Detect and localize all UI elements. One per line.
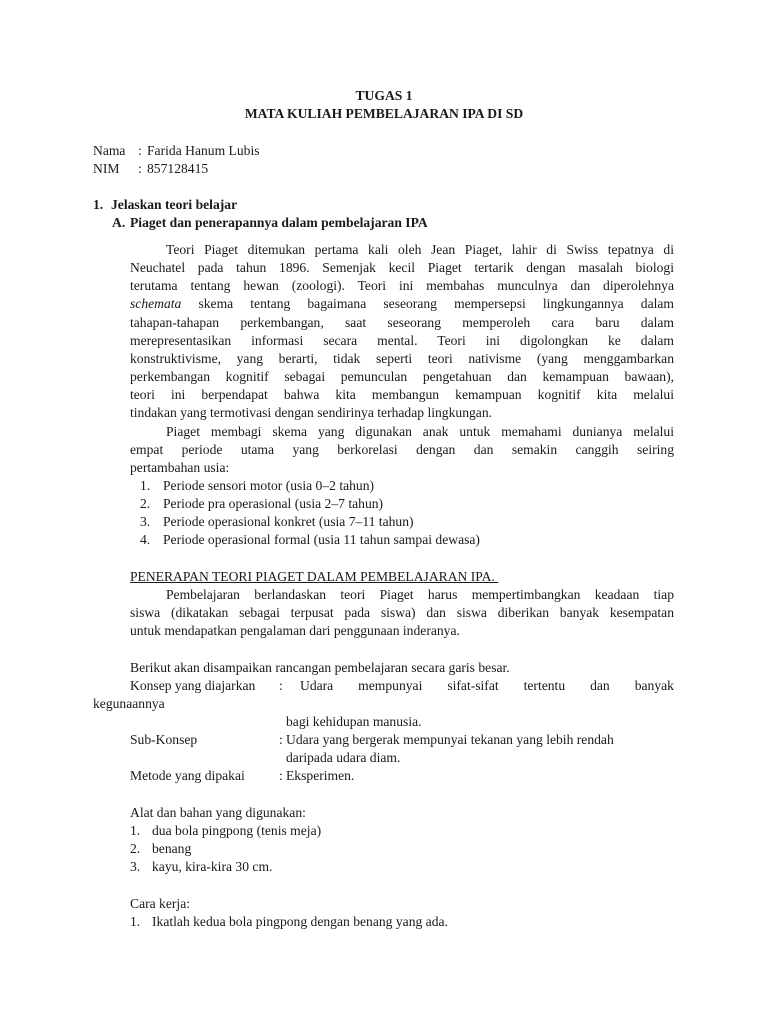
konsep-word: banyak: [634, 678, 674, 693]
nim-label: NIM: [93, 161, 120, 176]
list-item: Periode operasional konkret (usia 7–11 tahun): [163, 514, 414, 529]
metode-separator: :: [279, 768, 283, 783]
list-number: 4.: [140, 532, 151, 547]
paragraph-line: tahapan-tahapan perkembangan, saat seseorang memperoleh cara baru dalam: [130, 315, 674, 330]
list-number: 2.: [140, 496, 151, 511]
konsep-value: [300, 677, 674, 695]
list-item: kayu, kira-kira 30 cm.: [152, 859, 273, 874]
list-number: 1.: [130, 823, 141, 838]
schemata-term: schemata: [130, 296, 182, 311]
paragraph-line: siswa (dikatakan sebagai terpusat pada siswa) dan siswa diberikan banyak kesempatan: [130, 605, 674, 620]
konsep-word: tertentu: [523, 678, 566, 693]
subsection-letter: A.: [112, 215, 126, 230]
paragraph-line: Neuchatel pada tahun 1896. Semenjak kecil Piaget tertarik dengan masalah biologi: [130, 260, 674, 275]
list-number: 2.: [130, 841, 141, 856]
list-number: 3.: [130, 859, 141, 874]
question-number: 1.: [93, 197, 104, 212]
metode-value: Eksperimen.: [286, 768, 355, 783]
list-item: Periode sensori motor (usia 0–2 tahun): [163, 478, 375, 493]
question-title: Jelaskan teori belajar: [111, 197, 238, 212]
list-item: Periode operasional formal (usia 11 tahun sampai dewasa): [163, 532, 480, 547]
paragraph-line: Teori Piaget ditemukan pertama kali oleh Jean Piaget, lahir di Swiss tepatnya di: [166, 242, 674, 257]
subkonsep-value: Udara yang bergerak mempunyai tekanan yang lebih rendah: [286, 732, 614, 747]
subkonsep-label: Sub-Konsep: [130, 732, 198, 747]
name-label: Nama: [93, 143, 126, 158]
paragraph-line: Piaget membagi skema yang digunakan anak untuk memahami dunianya melalui: [166, 424, 674, 439]
list-item: Ikatlah kedua bola pingpong dengan benang yang ada.: [152, 914, 448, 929]
konsep-wrap: kegunaannya: [93, 696, 165, 711]
konsep-label: Konsep yang diajarkan: [130, 678, 256, 693]
konsep-word: Udara: [300, 678, 334, 693]
nim-separator: :: [138, 161, 142, 176]
paragraph-line: Pembelajaran berlandaskan teori Piaget harus mempertimbangkan keadaan tiap: [166, 587, 674, 602]
konsep-word: sifat-sifat: [447, 678, 499, 693]
paragraph-line: konstruktivisme, yang berarti, tidak seperti teori nativisme (yang menggambarkan: [130, 351, 674, 366]
paragraph-line: pertambahan usia:: [130, 460, 230, 475]
konsep-word: dan: [590, 678, 610, 693]
document-subtitle: MATA KULIAH PEMBELAJARAN IPA DI SD: [244, 106, 524, 121]
konsep-word: mempunyai: [358, 678, 423, 693]
paragraph-line: teori ini berpendapat bahwa kita membangun kemampuan kognitif kita melalui: [130, 387, 674, 402]
paragraph-line: tindakan yang termotivasi dengan sendirinya terhadap lingkungan.: [130, 405, 493, 420]
paragraph-line: empat periode utama yang berkorelasi dengan dan semakin canggih seiring: [130, 442, 674, 457]
penerapan-heading: PENERAPAN TEORI PIAGET DALAM PEMBELAJARAN IPA.: [130, 569, 499, 584]
paragraph-line: merepresentasikan informasi secara mental. Teori ini digolongkan ke dalam: [130, 333, 674, 348]
list-number: 1.: [130, 914, 141, 929]
rancangan-intro: Berikut akan disampaikan rancangan pembelajaran secara garis besar.: [130, 660, 510, 675]
document-title: TUGAS 1: [355, 88, 413, 103]
list-number: 1.: [140, 478, 151, 493]
paragraph-line: perkembangan kognitif sebagai pemunculan pengetahuan dan kemampuan bawaan),: [130, 369, 674, 384]
list-item: dua bola pingpong (tenis meja): [152, 823, 322, 838]
paragraph-line: untuk mendapatkan pengalaman dari penggunaan inderanya.: [130, 623, 460, 638]
alat-heading: Alat dan bahan yang digunakan:: [130, 805, 306, 820]
name-separator: :: [138, 143, 142, 158]
list-number: 3.: [140, 514, 151, 529]
subkonsep-separator: :: [279, 732, 283, 747]
nim-value: 857128415: [147, 161, 209, 176]
paragraph-line: [130, 295, 674, 313]
subsection-title: Piaget dan penerapannya dalam pembelajaran IPA: [130, 215, 428, 230]
list-item: Periode pra operasional (usia 2–7 tahun): [163, 496, 384, 511]
paragraph-line: terutama tentang hewan (zoologi). Teori ini membahas munculnya dan diperolehnya: [130, 278, 674, 293]
metode-label: Metode yang dipakai: [130, 768, 245, 783]
list-item: benang: [152, 841, 192, 856]
paragraph-line-text: skema tentang bagaimana seseorang mempersepsi lingkungannya dalam: [181, 296, 674, 311]
name-value: Farida Hanum Lubis: [147, 143, 260, 158]
subkonsep-continuation: daripada udara diam.: [286, 750, 401, 765]
cara-heading: Cara kerja:: [130, 896, 191, 911]
konsep-separator: :: [279, 678, 283, 693]
konsep-continuation: bagi kehidupan manusia.: [286, 714, 422, 729]
